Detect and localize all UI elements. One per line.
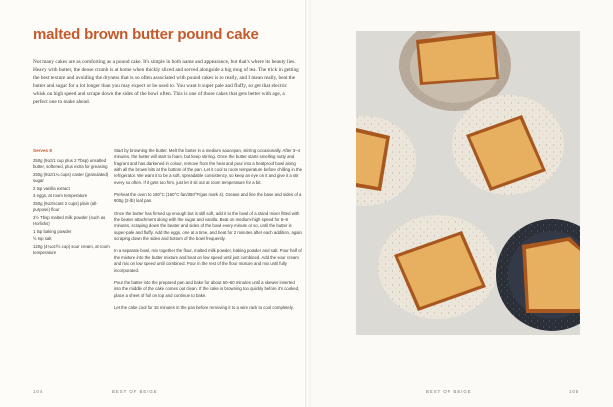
method-step: Preheat the oven to 180°C (160°C fan/350°F/gas mark 4). Grease and line the base and sides of a 900g (2-lb) loaf pan. [114,192,302,204]
method-step: Pour the batter into the prepared pan and bake for about 50–60 minutes until a skewer inserted into the middle of the cake comes out clean. If the cake is browning too quickly before it's cooked, place a sheet of foil on top and continue to bake. [114,279,300,298]
page-number-left: 104 [33,389,44,394]
ingredient-item: 1 tsp baking powder [33,228,72,234]
method-step: Once the butter has firmed up enough but is still soft, add it to the bowl of a stand mixer fitted with the beater attachment along with the sugar and vanilla. Beat on medium-high speed for 6–8 minutes, scraping down the beater and sides of the bowl every minute or so, until the butter is super-pale and fluffy. Add the eggs, one at a time, and beat for 2 minutes after each addition, again scraping down the sides and bottom of the bowl frequently. [114,210,302,242]
method-steps [114,148,302,317]
ingredient-item: ½ tsp salt [33,236,52,242]
serves-label: Serves 8 [33,148,52,153]
method-step: Start by browning the butter. Melt the butter in a medium saucepan, stirring occasionally. After 3–4 minutes, the butter will start to foam, but keep stirring. Once the butter starts smelling nutty and fragrant and has darkened in colour, remove from the heat and pour into a heatproof bowl along with all the brown bits at the bottom of the pan. Let it cool to room temperature before chilling in the refrigerator. We want it to be a soft, spreadable consistency, so keep an eye on it and give it a stir every so often. If it gets too firm, just let it sit out at room temperature for a bit. [114,148,302,185]
page-number-right: 105 [569,389,580,394]
method-step: Let the cake cool for 15 minutes in the pan before removing it to a wire rack to cool completely. [114,304,294,310]
ingredient-item: 120g (4¼oz/½ cup) sour cream, at room temperature [33,243,110,255]
running-footer-right: BEST OF BEIGE [426,389,472,394]
left-page [0,0,306,407]
ingredient-item: 250g (9oz/1 cup plus 2 Tbsp) unsalted butter, softened, plus extra for greasing [33,158,108,170]
plate-middle-right [452,95,564,195]
recipe-title: malted brown butter pound cake [33,26,259,43]
running-footer-left: BEST OF BEIGE [112,389,158,394]
ingredient-item: 250g (9oz/1¼ cups) caster (granulated) sugar [33,172,109,184]
ingredient-item: 2½ Tbsp malted milk powder (such as Horlicks) [33,214,106,226]
method-step: In a separate bowl, mix together the flour, malted milk powder, baking powder and salt. Pour half of the mixture into the butter mixture and beat on low speed until just combined. Add the sour cream and mix on low speed until combined. Pour in the rest of the flour mixture and mix until fully incorporated. [114,248,302,273]
plate-bottom-left [378,215,498,319]
ingredient-item: 3 eggs, at room temperature [33,193,88,199]
ingredient-item: 250g (9oz/scant 2 cups) plain (all-purpose) flour [33,200,98,213]
ingredient-item: 2 tsp vanilla extract [33,185,70,191]
recipe-intro: Not many cakes are as comforting as a pound cake. It's simple in both name and appearance, but that's where its beauty lies. Heavy with butter, the dense crumb is at home when thickly sliced and served alongside a big mug of tea. The trick in getting the best texture and avoiding the dryness that is so often associated with pound cakes is to really, and I mean really, beat the butter and sugar for a lot longer than you may expect or be used to. You want it super pale and fluffy, so get that electric whisk on high speed and scrape down the sides of the bowl often. This is one of those cakes that gets better with age, a perfect one to make ahead. [33,59,299,106]
cake-photo [356,31,580,335]
book-gutter [305,0,311,407]
cake-photo-art [356,31,580,335]
ingredients-list [33,148,111,258]
